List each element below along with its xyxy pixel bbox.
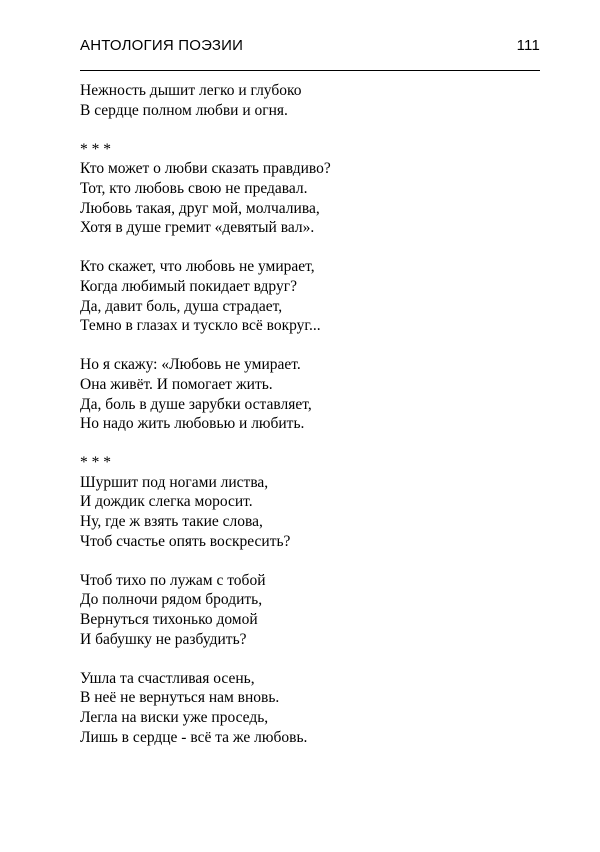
poem-line: Хотя в душе гремит «девятый вал». — [80, 219, 315, 237]
section-marker: * * * — [80, 454, 111, 472]
poem-line: Но я скажу: «Любовь не умирает. — [80, 356, 301, 374]
stanza-gap — [80, 434, 540, 454]
poem-line: Нежность дышит легко и глубоко — [80, 82, 302, 99]
poem-line: Когда любимый покидает вдруг? — [80, 277, 297, 295]
poem-intro-stanza — [80, 81, 540, 120]
poem-line: Темно в глазах и тускло всё вокруг... — [80, 317, 321, 335]
stanza-gap — [80, 336, 540, 356]
running-header — [80, 37, 540, 57]
poem-line: Лишь в сердце - всё та же любовь. — [80, 728, 308, 746]
page-number: 111 — [516, 37, 540, 54]
poem-line: В сердце полном любви и огня. — [80, 101, 288, 119]
poem-2-stanza-1 — [80, 473, 540, 551]
poem-line: Шуршит под ногами листва, — [80, 473, 269, 491]
poem-line: Она живёт. И помогает жить. — [80, 375, 273, 393]
poem-line: И дождик слегка моросит. — [80, 493, 253, 511]
poem-1 — [80, 140, 540, 434]
poem-2-stanza-3 — [80, 669, 540, 747]
stanza-gap — [80, 551, 540, 571]
header-rule — [80, 70, 540, 71]
stanza-gap — [80, 120, 540, 140]
poem-line: И бабушку не разбудить? — [80, 630, 247, 648]
stanza-gap — [80, 649, 540, 669]
poem-line: Чтоб тихо по лужам с тобой — [80, 571, 266, 589]
poem-line: До полночи рядом бродить, — [80, 591, 263, 609]
poem-line: Легла на виски уже проседь, — [80, 709, 269, 726]
poem-line: Кто скажет, что любовь не умирает, — [80, 258, 315, 276]
poem-line: Любовь такая, друг мой, молчалива, — [80, 199, 320, 217]
poem-2-stanza-2 — [80, 571, 540, 649]
poem-line: В неё не вернуться нам вновь. — [80, 689, 280, 707]
poem-line: Ну, где ж взять такие слова, — [80, 513, 263, 531]
book-title: АНТОЛОГИЯ ПОЭЗИИ — [80, 37, 244, 54]
section-marker: * * * — [80, 140, 111, 158]
page-body — [80, 81, 540, 747]
poem-1-stanza-1 — [80, 159, 540, 237]
poem-line: Ушла та счастливая осень, — [80, 669, 255, 687]
poem-1-stanza-3 — [80, 355, 540, 433]
poem-line: Чтоб счастье опять воскресить? — [80, 532, 291, 550]
poem-line: Вернуться тихонько домой — [80, 611, 258, 629]
poem-line: Но надо жить любовью и любить. — [80, 415, 305, 433]
poem-line: Да, боль в душе зарубки оставляет, — [80, 395, 312, 413]
stanza-gap — [80, 238, 540, 258]
poem-line: Тот, кто любовь свою не предавал. — [80, 179, 308, 197]
poem-2 — [80, 453, 540, 747]
poem-line: Кто может о любви сказать правдиво? — [80, 160, 331, 178]
poem-1-stanza-2 — [80, 257, 540, 335]
poem-line: Да, давит боль, душа страдает, — [80, 297, 283, 315]
